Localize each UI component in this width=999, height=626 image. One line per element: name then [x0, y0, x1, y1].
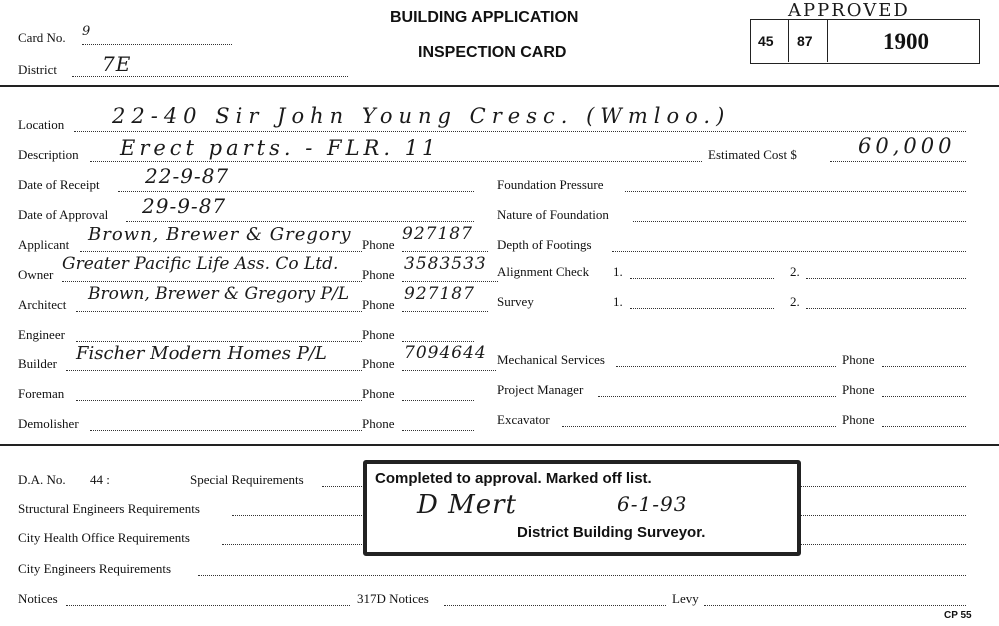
city-engineers-label: City Engineers Requirements [18, 561, 172, 576]
mechanical-label: Mechanical Services [497, 352, 605, 367]
survey-2: 2. [790, 294, 800, 309]
architect-phone-label: Phone [362, 297, 395, 312]
notices-317d-label: 317D Notices [357, 591, 429, 606]
health-label: City Health Office Requirements [18, 530, 190, 545]
form-code: CP 55 [944, 610, 972, 621]
foundation-pressure-label: Foundation Pressure [497, 177, 604, 192]
applicant-phone-label: Phone [362, 237, 395, 252]
stamp-date: 6-1-93 [617, 492, 688, 516]
stamp-signature: D Mert [417, 490, 517, 520]
builder-phone-value: 7094644 [404, 343, 487, 363]
excavator-label: Excavator [497, 412, 550, 427]
date-receipt-label: Date of Receipt [18, 177, 100, 192]
stamp-line-3: District Building Surveyor. [517, 524, 706, 541]
estimated-cost-label: Estimated Cost $ [708, 147, 797, 162]
architect-phone-value: 927187 [404, 284, 475, 304]
owner-label: Owner [18, 267, 54, 282]
architect-label: Architect [18, 297, 67, 312]
file-box-3: 1900 [883, 29, 929, 54]
levy-label: Levy [672, 591, 699, 606]
owner-value: Greater Pacific Life Ass. Co Ltd. [62, 254, 339, 274]
file-box-2: 87 [797, 33, 813, 49]
project-manager-phone-label: Phone [842, 382, 875, 397]
date-approval-label: Date of Approval [18, 207, 109, 222]
engineer-label: Engineer [18, 327, 65, 342]
da-no-value: 44 : [90, 472, 110, 487]
divider-top [0, 85, 999, 87]
alignment-1: 1. [613, 264, 623, 279]
builder-value: Fischer Modern Homes P/L [76, 343, 327, 364]
applicant-label: Applicant [18, 237, 70, 252]
file-number-box [750, 19, 980, 64]
survey-1: 1. [613, 294, 623, 309]
alignment-check-label: Alignment Check [497, 264, 590, 279]
engineer-phone-label: Phone [362, 327, 395, 342]
notices-label: Notices [18, 591, 58, 606]
description-value: Erect parts. - FLR. 11 [120, 136, 440, 160]
project-manager-label: Project Manager [497, 382, 584, 397]
owner-phone-label: Phone [362, 267, 395, 282]
demolisher-label: Demolisher [18, 416, 79, 431]
stamp-line-1: Completed to approval. Marked off list. [375, 470, 652, 487]
district-label: District [18, 62, 57, 77]
divider-bottom [0, 444, 999, 446]
approved-stamp-text: APPROVED [788, 0, 910, 21]
description-label: Description [18, 147, 79, 162]
da-no-label: D.A. No. [18, 472, 66, 487]
survey-label: Survey [497, 294, 534, 309]
owner-phone-value: 3583533 [404, 254, 487, 274]
alignment-2: 2. [790, 264, 800, 279]
district-line [72, 76, 348, 77]
form-title-1: BUILDING APPLICATION [390, 9, 579, 26]
nature-foundation-label: Nature of Foundation [497, 207, 609, 222]
builder-phone-label: Phone [362, 356, 395, 371]
completion-stamp [363, 460, 801, 556]
special-requirements-label: Special Requirements [190, 472, 304, 487]
location-label: Location [18, 117, 65, 132]
builder-label: Builder [18, 356, 57, 371]
card-no-value: 9 [82, 24, 92, 39]
applicant-phone-value: 927187 [402, 224, 473, 244]
structural-label: Structural Engineers Requirements [18, 501, 200, 516]
foreman-label: Foreman [18, 386, 65, 401]
architect-value: Brown, Brewer & Gregory P/L [88, 284, 349, 304]
card-no-line [82, 44, 232, 45]
form-title-2: INSPECTION CARD [418, 44, 567, 61]
excavator-phone-label: Phone [842, 412, 875, 427]
location-value: 22-40 Sir John Young Cresc. (Wmloo.) [112, 104, 731, 128]
date-approval-value: 29-9-87 [142, 194, 227, 218]
file-box-1: 45 [758, 33, 774, 49]
demolisher-phone-label: Phone [362, 416, 395, 431]
estimated-cost-value: 60,000 [858, 134, 956, 158]
date-receipt-value: 22-9-87 [145, 164, 230, 188]
foreman-phone-label: Phone [362, 386, 395, 401]
card-no-label: Card No. [18, 30, 66, 45]
mechanical-phone-label: Phone [842, 352, 875, 367]
district-value: 7E [102, 52, 132, 76]
applicant-value: Brown, Brewer & Gregory [88, 224, 352, 245]
depth-footings-label: Depth of Footings [497, 237, 592, 252]
